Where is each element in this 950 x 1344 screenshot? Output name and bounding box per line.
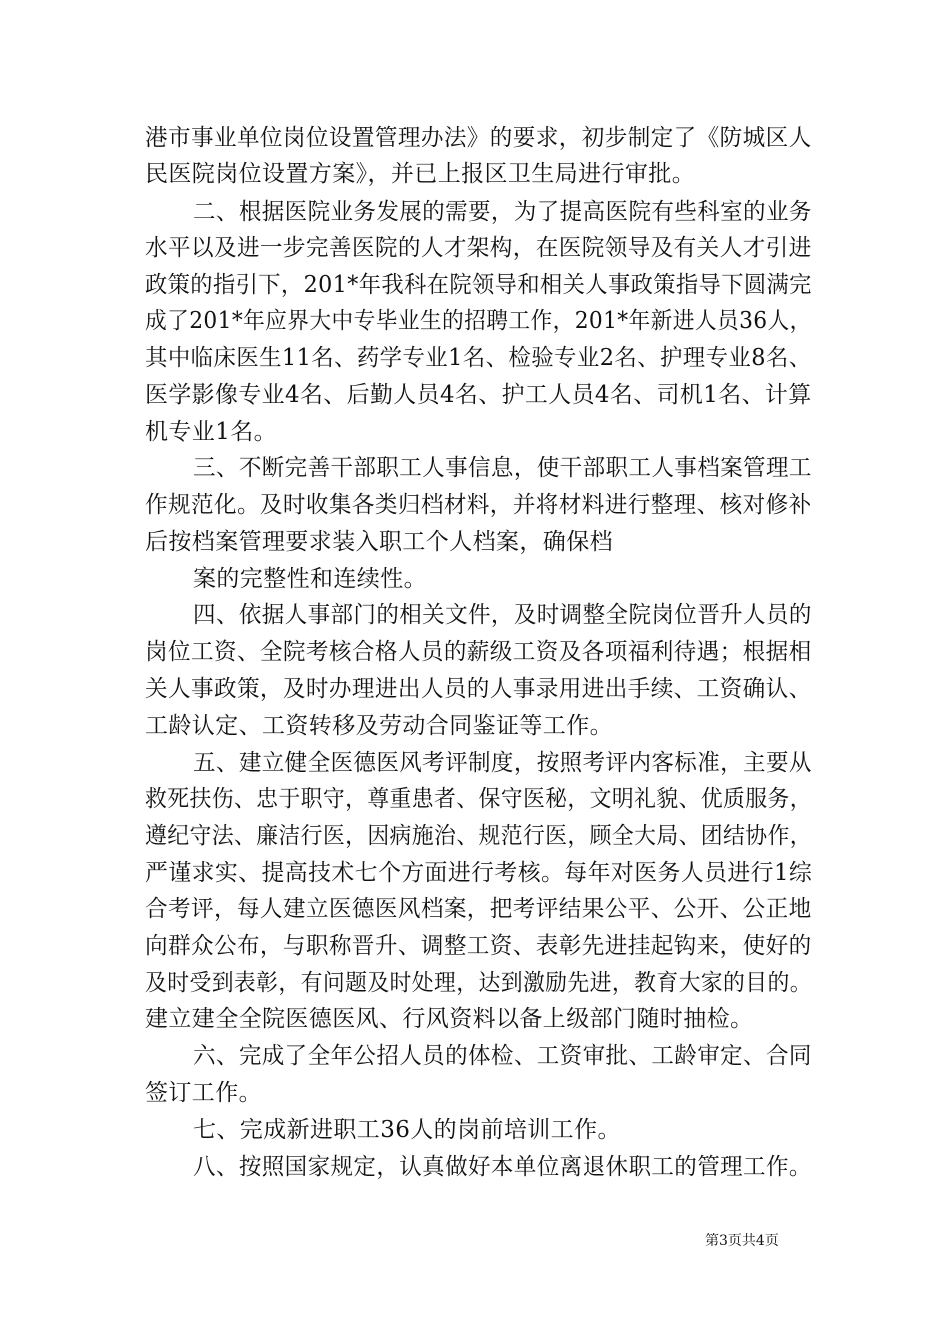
text-line: 政策的指引下，201*年我科在院领导和相关人事政策指导下圆满完	[145, 272, 812, 298]
text-line: 水平以及进一步完善医院的人才架构，在医院领导及有关人才引进	[145, 235, 812, 261]
text-line: 关人事政策，及时办理进出人员的人事录用进出手续、工资确认、	[145, 676, 812, 702]
text-line: 港市事业单位岗位设置管理办法》的要求，初步制定了《防城区人	[145, 125, 812, 151]
text-line: 机专业1名。	[145, 419, 278, 445]
text-line: 及时受到表彰，有问题及时处理，达到激励先进，教育大家的目的。	[145, 970, 812, 996]
text-line: 民医院岗位设置方案》，并已上报区卫生局进行审批。	[145, 161, 696, 187]
text-line: 成了201*年应界大中专毕业生的招聘工作，201*年新进人员36人，	[145, 308, 812, 334]
text-line: 其中临床医生11名、药学专业1名、检验专业2名、护理专业8名、	[145, 345, 812, 371]
paragraph-start-line: 七、完成新进职工36人的岗前培训工作。	[193, 1117, 621, 1143]
text-line: 遵纪守法、廉洁行医，因病施治、规范行医，顾全大局、团结协作，	[145, 823, 812, 849]
page-number-footer: 第3页共4页	[705, 1233, 779, 1249]
paragraph-start-line: 四、依据人事部门的相关文件，及时调整全院岗位晋升人员的	[193, 602, 812, 628]
paragraph-start-line: 二、根据医院业务发展的需要，为了提高医院有些科室的业务	[193, 199, 812, 225]
paragraph-start-line: 六、完成了全年公招人员的体检、工资审批、工龄审定、合同	[193, 1043, 812, 1069]
text-line: 向群众公布，与职称晋升、调整工资、表彰先进挂起钩来，使好的	[145, 933, 812, 959]
text-line: 作规范化。及时收集各类归档材料，并将材料进行整理、核对修补	[145, 492, 812, 518]
text-line: 建立建全全院医德医风、行风资料以备上级部门随时抽检。	[145, 1006, 754, 1032]
paragraph-start-line: 五、建立健全医德医风考评制度，按照考评内客标准，主要从	[193, 750, 812, 776]
text-line: 岗位工资、全院考核合格人员的薪级工资及各项福利待遇；根据相	[145, 639, 812, 665]
text-line: 严谨求实、提高技术七个方面进行考核。每年对医务人员进行1综	[145, 860, 813, 886]
text-line: 工龄认定、工资转移及劳动合同鉴证等工作。	[145, 713, 613, 739]
text-line: 合考评，每人建立医德医风档案，把考评结果公平、公开、公正地	[145, 896, 812, 922]
text-line: 后按档案管理要求装入职工个人档案，确保档	[145, 529, 613, 555]
text-line: 医学影像专业4名、后勤人员4名、护工人员4名、司机1名、计算	[145, 382, 812, 408]
text-line: 签订工作。	[145, 1080, 262, 1106]
text-line: 救死扶伤、忠于职守，尊重患者、保守医秘，文明礼貌、优质服务，	[145, 786, 812, 812]
text-line: 案的完整性和连续性。	[193, 566, 427, 592]
paragraph-start-line: 三、不断完善干部职工人事信息，使干部职工人事档案管理工	[193, 455, 812, 481]
paragraph-start-line: 八、按照国家规定，认真做好本单位离退休职工的管理工作。	[193, 1154, 812, 1180]
